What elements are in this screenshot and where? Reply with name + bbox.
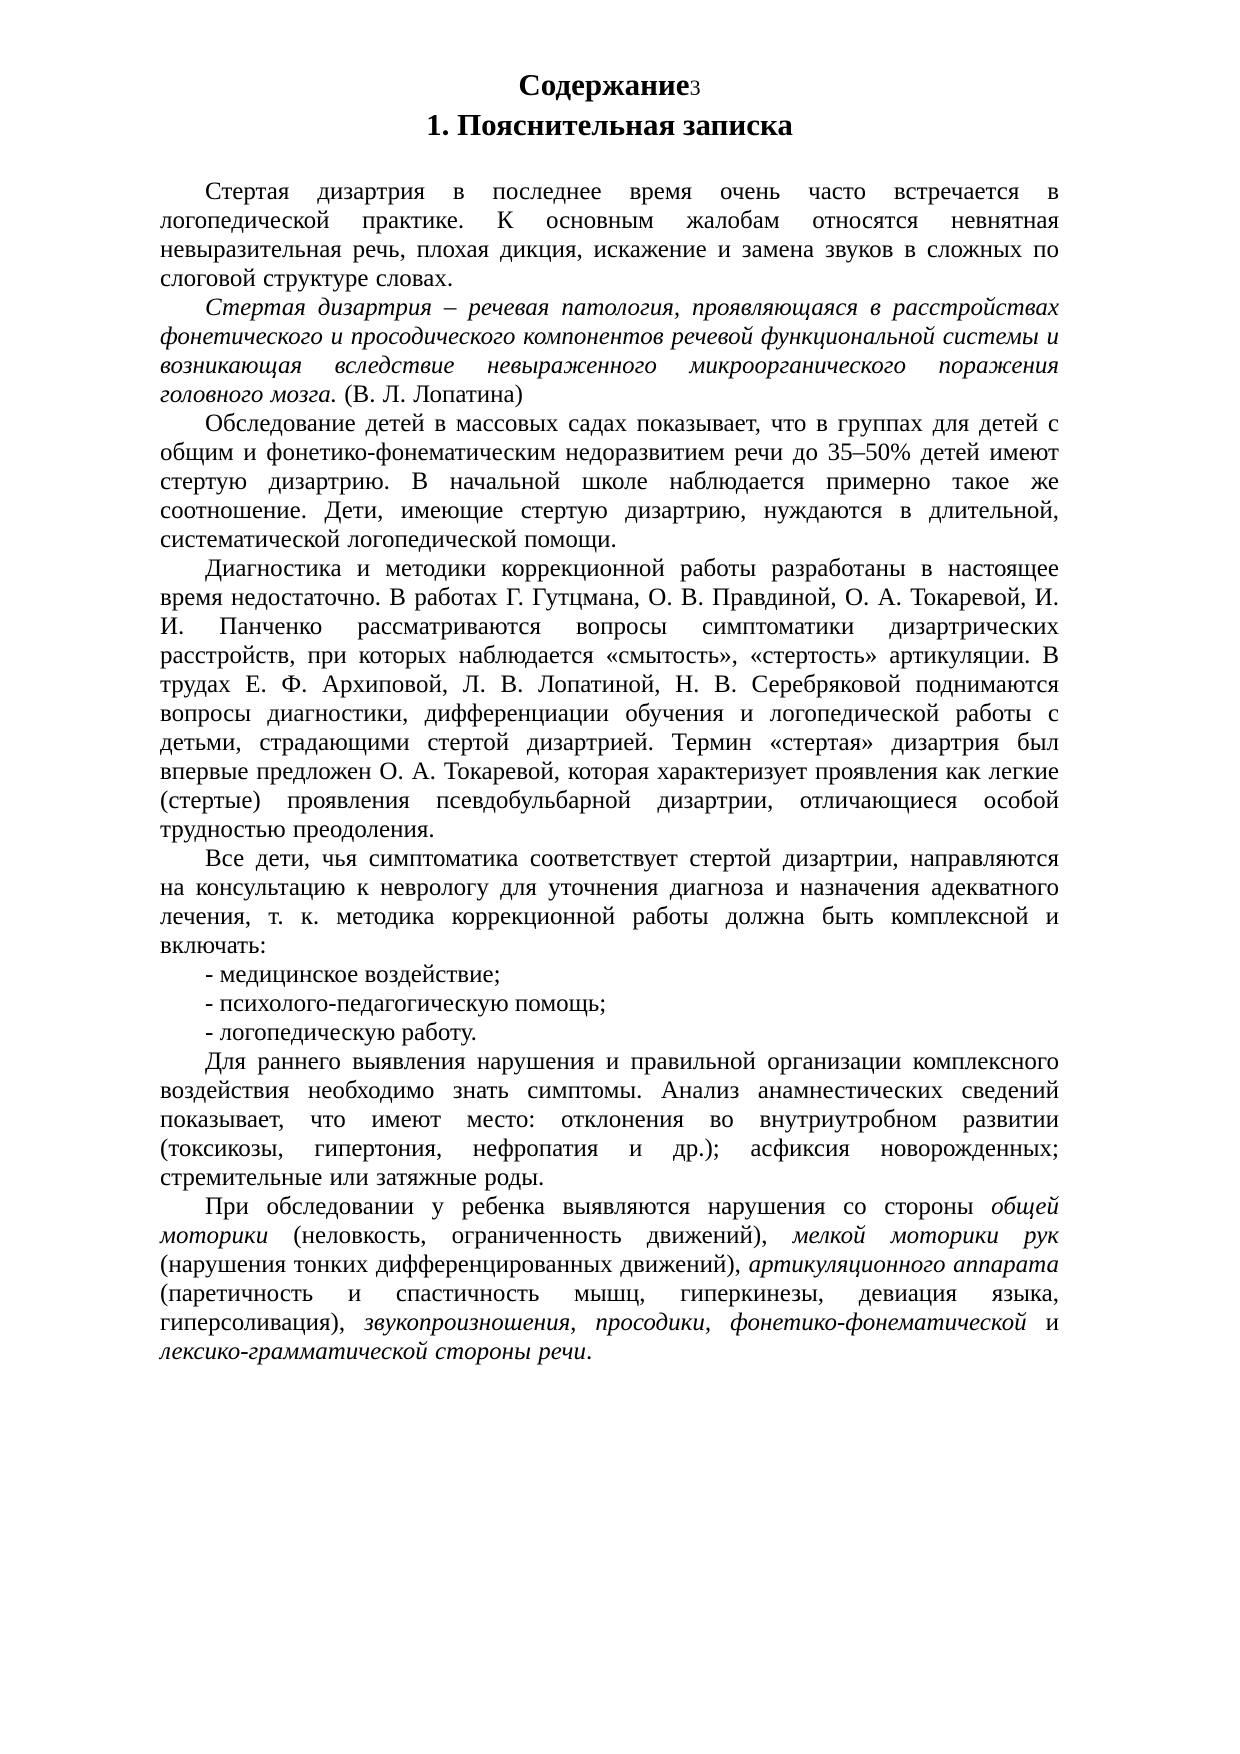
text-run-italic: лексико-грамматической стороны речи: [160, 1338, 586, 1365]
text-run: При обследовании у ребенка выявляются нарушения со стороны: [205, 1193, 992, 1220]
section-title: 1. Пояснительная записка: [426, 107, 793, 142]
definition-author-run: (В. Л. Лопатина): [336, 381, 523, 408]
text-run: (паретичность и спастичность мышц, гиперкинезы, девиация языка, гиперсоливация),: [160, 1280, 1059, 1336]
paragraph-consultation: Все дети, чья симптоматика соответствует стертой дизартрии, направляются на консультацию к неврологу для уточнения диагноза и назначения адекватного лечения, т. к. методика коррекционной работы должна быть комплексной и включать:: [160, 845, 1059, 959]
list-item-psych: - психолого-педагогическую помощь;: [205, 990, 607, 1017]
list-item-logo: - логопедическую работу.: [205, 1019, 477, 1046]
definition-italic-run: Стертая дизартрия – речевая патология, проявляющаяся в расстройствах фонетического и просодического компонентов речевой функциональной системы и возникающая вследствие невыраженного микроорганического поражения головного мозга.: [160, 294, 1059, 408]
paragraph-intro: Стертая дизартрия в последнее время очень часто встречается в логопедической практике. К основным жалобам относятся невнятная невыразительная речь, плохая дикция, искажение и замена звуков в сложных по слоговой структуре словах.: [160, 178, 1059, 292]
paragraph-statistics: Обследование детей в массовых садах показывает, что в группах для детей с общим и фонетико-фонематическим недоразвитием речи до 35–50% детей имеют стертую дизартрию. В начальной школе наблюдается примерно такое же соотношение. Дети, имеющие стертую дизартрию, нуждаются в длительной, систематической логопедической помощи.: [160, 410, 1059, 553]
text-run-italic: звукопроизношения, просодики, фонетико-фонематической: [364, 1309, 1027, 1336]
page-title-text: Содержание: [518, 67, 690, 102]
paragraph-examination: [160, 1192, 1059, 1366]
text-run: .: [585, 1338, 593, 1365]
text-run-italic: общей моторики: [160, 1193, 1059, 1249]
paragraph-symptoms: Для раннего выявления нарушения и правильной организации комплексного воздействия необходимо знать симптомы. Анализ анамнестических сведений показывает, что имеют место: отклонения во внутриутробном развитии (токсикозы, гипертония, нефропатия и др.); асфиксия новорожденных; стремительные или затяжные роды.: [160, 1048, 1059, 1191]
text-run: (нарушения тонких дифференцированных движений),: [160, 1251, 749, 1278]
text-run: и: [1026, 1309, 1059, 1336]
text-run: (неловкость, ограниченность движений),: [268, 1222, 793, 1249]
list-item-medical: - медицинское воздействие;: [205, 961, 501, 988]
text-run-italic: артикуляционного аппарата: [748, 1251, 1059, 1278]
paragraph-research: Диагностика и методики коррекционной работы разработаны в настоящее время недостаточно. В работах Г. Гутцмана, О. В. Правдиной, О. А. Токаревой, И. И. Панченко рассматриваются вопросы симптоматики дизартрических расстройств, при которых наблюдается «смытость», «стертость» артикуляции. В трудах Е. Ф. Архиповой, Л. В. Лопатиной, Н. В. Серебряковой поднимаются вопросы диагностики, дифференциации обучения и логопедической работы с детьми, страдающими стертой дизартрией. Термин «стертая» дизартрия был впервые предложен О. А. Токаревой, которая характеризует проявления как легкие (стертые) проявления псевдобульбарной дизартрии, отличающиеся особой трудностью преодоления.: [160, 555, 1059, 843]
page-title-number: 3: [689, 75, 701, 100]
paragraph-definition: [160, 293, 1059, 409]
page-title: [160, 66, 1059, 106]
text-run-italic: мелкой моторики рук: [792, 1222, 1059, 1249]
